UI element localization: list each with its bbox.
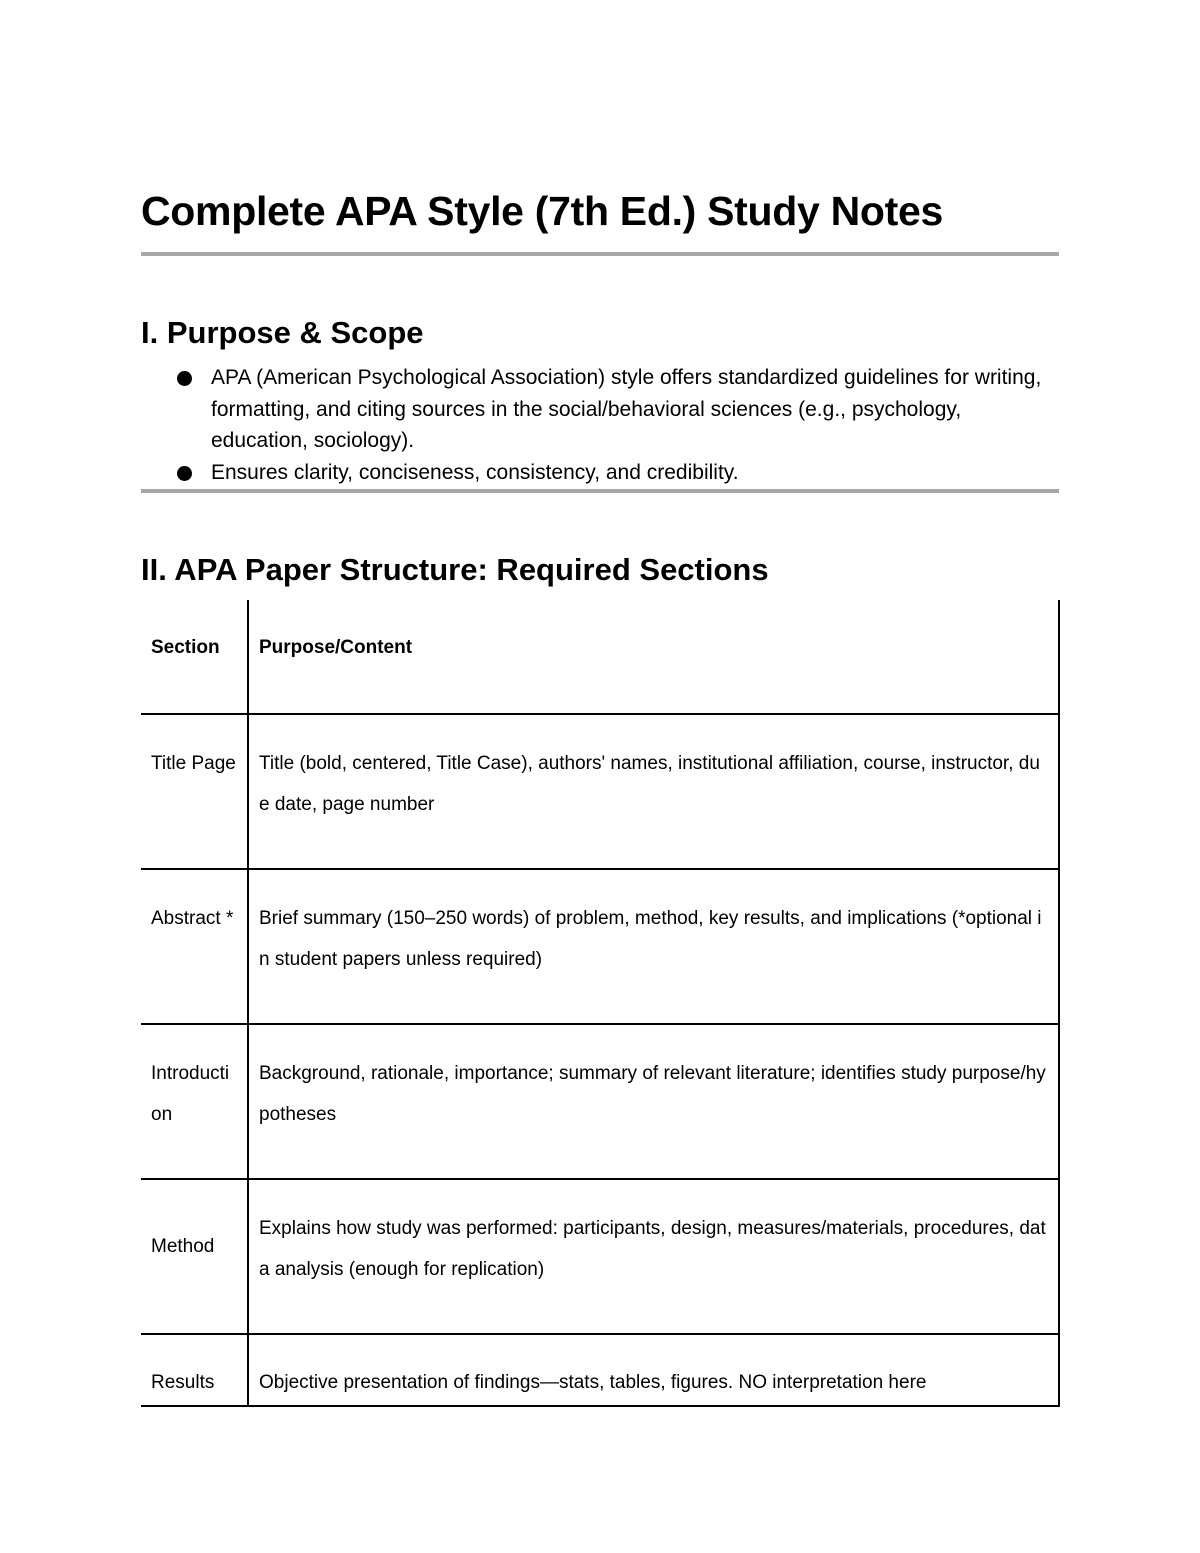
page-title: Complete APA Style (7th Ed.) Study Notes — [141, 188, 944, 234]
table-row — [141, 1024, 1059, 1179]
table-row — [141, 714, 1059, 869]
section-divider — [141, 489, 1059, 493]
list-item — [141, 362, 1059, 457]
table-cell-section: Abstract * — [141, 869, 248, 1024]
paper-structure-table — [141, 600, 1060, 1407]
table-cell-content: Brief summary (150–250 words) of problem, method, key results, and implications (*optional in student papers unless required) — [248, 869, 1059, 1024]
list-item-text: APA (American Psychological Association) style offers standardized guidelines for writing, formatting, and citing sources in the social/behavioral sciences (e.g., psychology, education, sociology). — [211, 366, 1042, 452]
table-cell-content: Objective presentation of findings—stats, tables, figures. NO interpretation here — [248, 1334, 1059, 1406]
table-cell-section: Title Page — [141, 714, 248, 869]
column-header-purpose-content: Purpose/Content — [248, 600, 1059, 714]
column-header-section: Section — [141, 600, 248, 714]
table-row — [141, 869, 1059, 1024]
table-cell-content: Title (bold, centered, Title Case), authors' names, institutional affiliation, course, instructor, due date, page number — [248, 714, 1059, 869]
title-divider — [141, 252, 1059, 256]
table-row — [141, 1334, 1059, 1406]
purpose-scope-list — [141, 362, 1059, 488]
table-cell-section: Results — [141, 1334, 248, 1406]
section-heading-purpose-scope: I. Purpose & Scope — [141, 315, 424, 350]
table-cell-section: Introduction — [141, 1024, 248, 1179]
table-cell-content: Background, rationale, importance; summary of relevant literature; identifies study purpose/hypotheses — [248, 1024, 1059, 1179]
list-item-text: Ensures clarity, conciseness, consistency, and credibility. — [211, 460, 739, 484]
list-item — [141, 457, 1059, 489]
bullet-icon — [177, 466, 192, 481]
table-cell-section: Method — [141, 1179, 248, 1334]
table-cell-content: Explains how study was performed: participants, design, measures/materials, procedures, data analysis (enough for replication) — [248, 1179, 1059, 1334]
section-heading-paper-structure: II. APA Paper Structure: Required Sections — [141, 552, 769, 587]
table-row — [141, 1179, 1059, 1334]
table-header-row — [141, 600, 1059, 714]
bullet-icon — [177, 371, 192, 386]
